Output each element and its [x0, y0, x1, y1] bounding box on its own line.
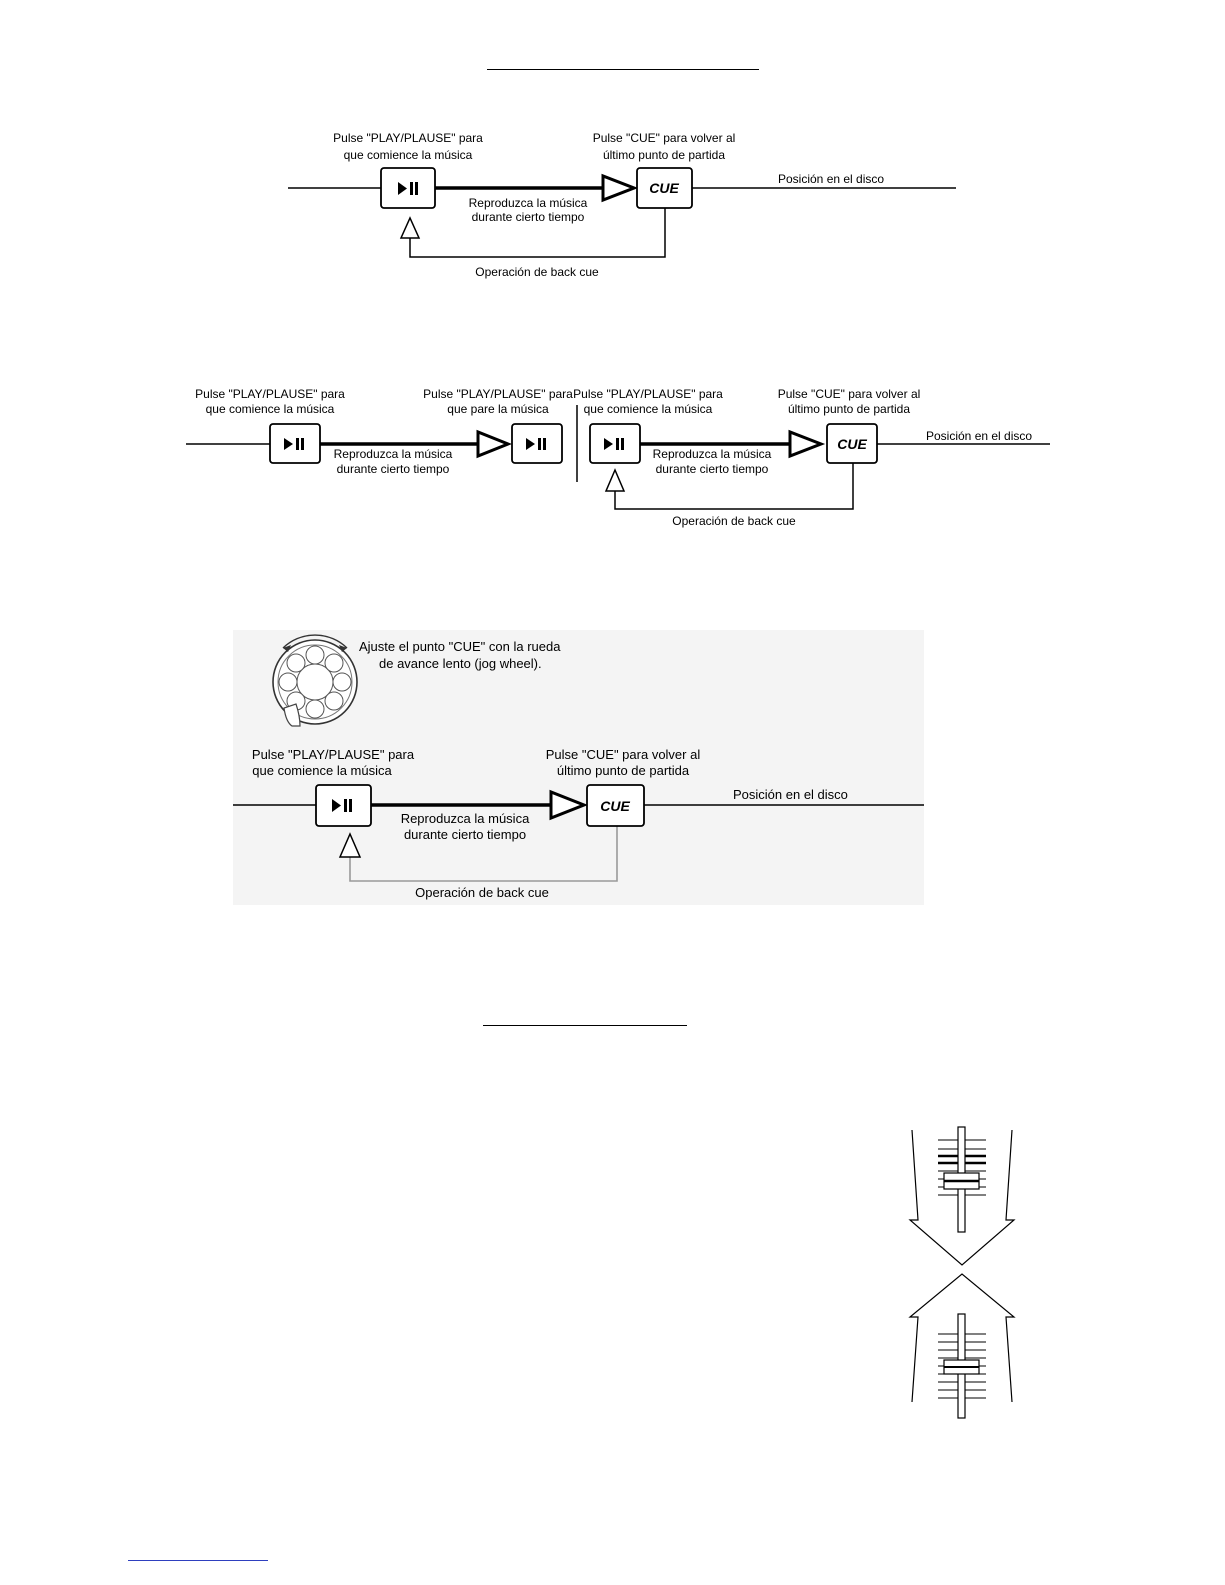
play-stop-label-line-1: Pulse "PLAY/PLAUSE" para [423, 387, 573, 401]
play-start-2-label-line-2: que comience la música [583, 402, 713, 416]
cue-label-line-2: último punto de partida [787, 402, 911, 416]
position-label: Posición en el disco [733, 787, 848, 802]
play-start-label-line-2: que comience la música [205, 402, 335, 416]
cue-label-line-2: último punto de partida [556, 763, 690, 778]
jog-label-line-2: de avance lento (jog wheel). [379, 656, 542, 671]
cue-button[interactable] [587, 785, 644, 826]
cue-label-line-1: Pulse "CUE" para volver al [545, 747, 701, 762]
play-stop-label-line-2: que pare la música [447, 402, 549, 416]
reproduce-2-line-2: durante cierto tiempo [655, 462, 769, 476]
play-label-line-1: Pulse "PLAY/PLAUSE" para [333, 131, 483, 145]
play-pause-button[interactable] [316, 785, 371, 826]
reproduce-label-line-2: durante cierto tiempo [403, 827, 527, 842]
footer-link-rule [128, 1560, 268, 1561]
position-label: Posición en el disco [926, 429, 1033, 443]
play-label-line-1: Pulse "PLAY/PLAUSE" para [251, 747, 415, 762]
play-label-line-2: que comience la música [343, 148, 473, 162]
position-label: Posición en el disco [778, 172, 885, 186]
backcue-label: Operación de back cue [475, 265, 599, 279]
section-heading-rule-2 [483, 1025, 687, 1026]
fader-down-icon [900, 1125, 1025, 1270]
play-start-label-line-1: Pulse "PLAY/PLAUSE" para [195, 387, 345, 401]
reproduce-1-line-2: durante cierto tiempo [336, 462, 450, 476]
cue-button-label: CUE [837, 436, 867, 452]
reproduce-2-line-1: Reproduzca la música [652, 447, 772, 461]
backcue-label: Operación de back cue [415, 885, 549, 900]
cue-label-line-1: Pulse "CUE" para volver al [592, 131, 736, 145]
cue-button-label: CUE [600, 798, 630, 814]
reproduce-label-line-1: Reproduzca la música [400, 811, 530, 826]
reproduce-label-line-2: durante cierto tiempo [471, 210, 585, 224]
play-start-2-label-line-1: Pulse "PLAY/PLAUSE" para [573, 387, 723, 401]
cue-label-line-2: último punto de partida [602, 148, 726, 162]
play-label-line-2: que comience la música [252, 763, 392, 778]
reproduce-1-line-1: Reproduzca la música [333, 447, 453, 461]
jog-label-line-1: Ajuste el punto "CUE" con la rueda [359, 639, 561, 654]
reproduce-label-line-1: Reproduzca la música [468, 196, 588, 210]
backcue-label: Operación de back cue [672, 514, 796, 528]
cue-button-label: CUE [649, 180, 679, 196]
cue-label-line-1: Pulse "CUE" para volver al [777, 387, 921, 401]
fader-up-icon [900, 1272, 1025, 1422]
jog-wheel-icon [273, 635, 357, 726]
